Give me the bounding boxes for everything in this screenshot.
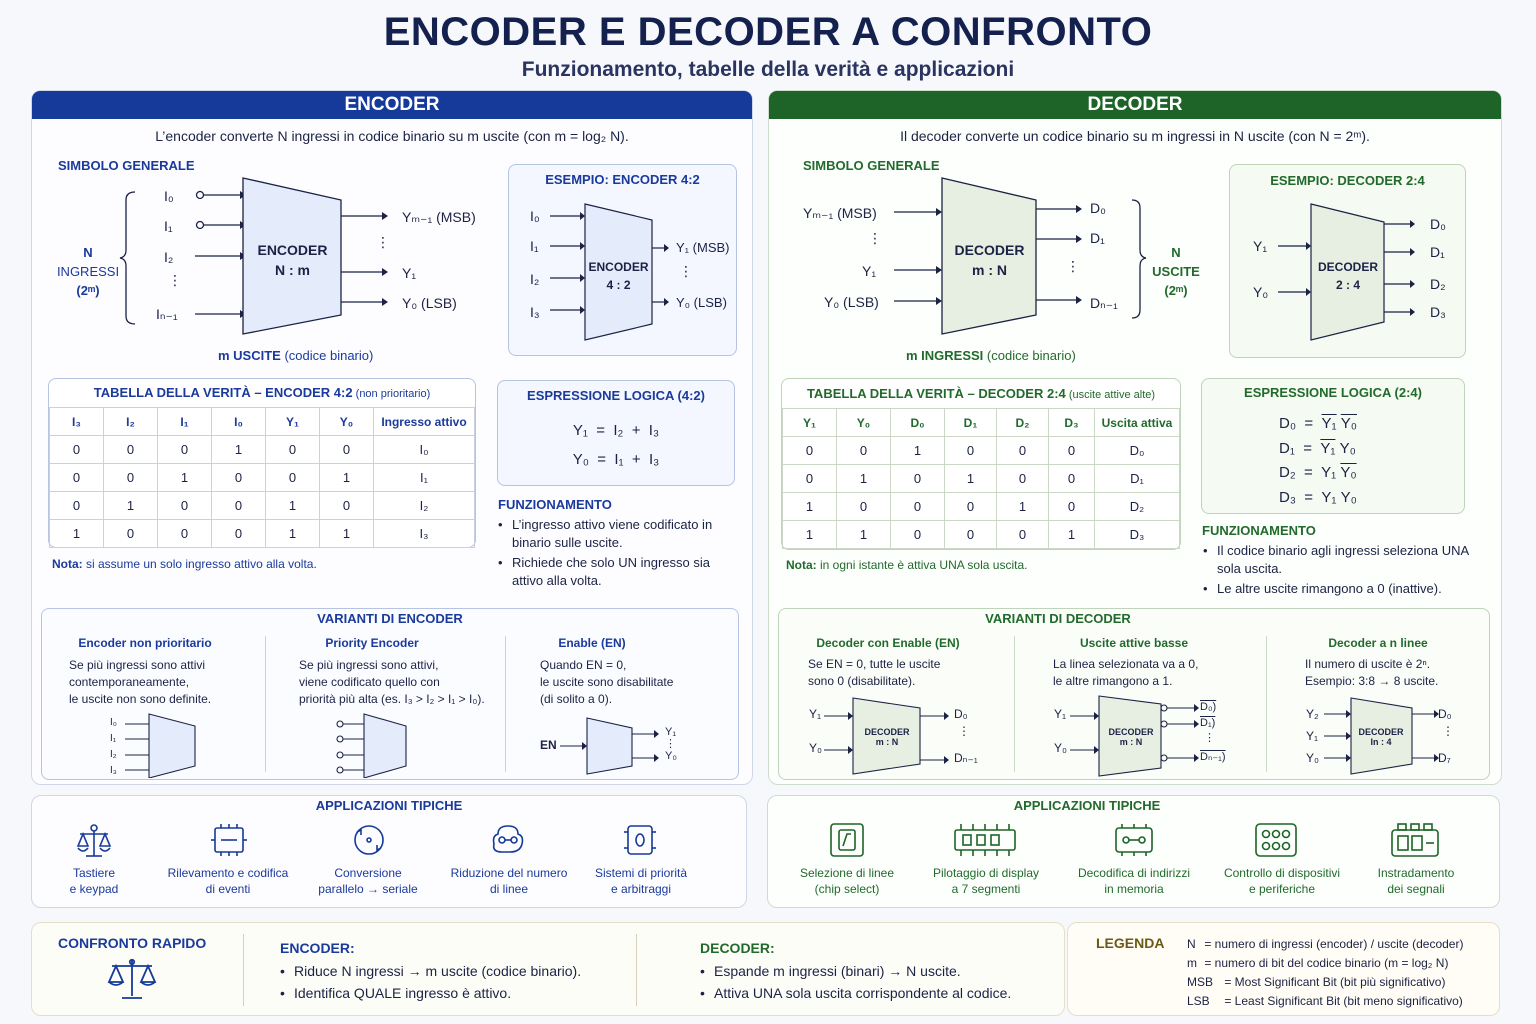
memory-icon [1112, 822, 1156, 863]
legend-row: N = numero di ingressi (encoder) / uscite (decoder) [1187, 937, 1464, 951]
legend-row: MSB = Most Significant Bit (bit più significativo) [1187, 975, 1446, 989]
encoder-expression-y1: Y₁ = I₂ + I₃ [572, 422, 660, 439]
table-cell: I₀ [374, 436, 475, 464]
encoder-app-label: Riduzione del numero di linee [450, 866, 568, 896]
table-cell: 0 [320, 436, 374, 464]
table-cell: 1 [1049, 521, 1095, 549]
decoder-variant-text: Se EN = 0, tutte le uscite sono 0 (disabilitate). [808, 657, 941, 688]
encoder-example-block: ENCODER 4 : 2 [588, 260, 649, 292]
decoder-output-d1: D₁ [1090, 230, 1105, 246]
table-header: D₀ [891, 409, 945, 437]
encoder-variant-title: Priority Encoder [325, 636, 419, 650]
table-cell: 0 [320, 492, 374, 520]
table-header: I₃ [50, 408, 104, 436]
table-row [783, 493, 1180, 521]
table-cell: 1 [158, 464, 212, 492]
compare-encoder-title: ENCODER: [280, 940, 355, 956]
table-header-row [50, 408, 475, 436]
decoder-input-y1: Y₁ [862, 263, 877, 279]
table-cell: 1 [266, 520, 320, 548]
table-header: Y₁ [783, 409, 837, 437]
encoder-variant-text: Se più ingressi sono attivi contemporaneamente, le uscite non sono definite. [69, 658, 212, 706]
encoder-input-i1: I₁ [164, 218, 173, 234]
decoder-example-output-d0: D₀ [1430, 216, 1446, 232]
decoder-input-msb: Yₘ₋₁ (MSB) [803, 205, 877, 221]
decoder-v2-output: ⋮ [1204, 732, 1215, 744]
encoder-input-dots: ⋮ [168, 272, 182, 288]
expression-d3: D₃ = Y₁ Y₀ [1279, 488, 1357, 506]
table-cell: 0 [104, 436, 158, 464]
decoder-app-label: Pilotaggio di display a 7 segmenti [932, 866, 1040, 896]
decoder-input-lsb: Y₀ (LSB) [824, 294, 879, 310]
table-cell: 0 [104, 520, 158, 548]
page-title: ENCODER E DECODER A CONFRONTO [383, 10, 1153, 54]
compare-decoder-title: DECODER: [700, 940, 775, 956]
table-cell: 0 [783, 437, 837, 465]
expression-d1: D₁ = Y₁ Y₀ [1279, 439, 1356, 457]
table-header: I₁ [158, 408, 212, 436]
table-cell: 1 [266, 492, 320, 520]
network-icon [488, 822, 528, 863]
encoder-inputs-label: N INGRESSI (2ᵐ) [56, 245, 120, 298]
table-cell: 0 [158, 492, 212, 520]
decoder-v2-output: D₁) [1200, 717, 1216, 729]
table-row [783, 465, 1180, 493]
table-cell: 0 [158, 436, 212, 464]
table-cell: 1 [837, 521, 891, 549]
table-cell: 1 [104, 492, 158, 520]
decoder-note: Nota: in ogni istante è attiva UNA sola uscita. [786, 558, 1028, 572]
decoder-variant-title: Decoder con Enable (EN) [816, 636, 960, 650]
table-cell: D₃ [1095, 521, 1180, 549]
divider [505, 636, 506, 772]
page-subtitle: Funzionamento, tabelle della verità e applicazioni [521, 58, 1015, 81]
decoder-v2-input: Y₁ [1054, 707, 1067, 721]
encoder-variants-title: VARIANTI DI ENCODER [317, 611, 463, 626]
decoder-expression-title: ESPRESSIONE LOGICA (2:4) [1244, 385, 1422, 400]
encoder-variant-text: Quando EN = 0, le uscite sono disabilitate (di solito a 0). [540, 658, 674, 706]
table-cell: 0 [891, 493, 945, 521]
table-cell: 1 [320, 464, 374, 492]
conversion-icon [349, 822, 389, 863]
table-cell: 0 [945, 437, 997, 465]
table-cell: 0 [997, 521, 1049, 549]
encoder-header: ENCODER [32, 91, 752, 119]
devices-icon [1254, 822, 1298, 863]
decoder-truth-table-title: TABELLA DELLA VERITÀ – DECODER 2:4 (uscite attive alte) [806, 386, 1156, 401]
decoder-example-block: DECODER 2 : 4 [1317, 260, 1378, 292]
chip-select-icon [827, 822, 867, 863]
table-header: Y₀ [837, 409, 891, 437]
encoder-outputs-caption: m USCITE (codice binario) [218, 348, 374, 363]
decoder-v2-input: Y₀ [1054, 741, 1067, 755]
table-cell: 0 [50, 492, 104, 520]
decoder-func-title: FUNZIONAMENTO [1202, 523, 1316, 538]
table-cell: 0 [945, 493, 997, 521]
decoder-variant-text: Il numero di uscite è 2ⁿ. Esempio: 3:8 → 8 uscite. [1305, 657, 1439, 688]
table-cell: 1 [212, 436, 266, 464]
table-cell: 0 [212, 520, 266, 548]
encoder-app-label: Tastiere e keypad [69, 866, 119, 896]
decoder-intro: Il decoder converte un codice binario su m ingressi in N uscite (con N = 2ᵐ). [900, 128, 1370, 144]
encoder-example-title: ESEMPIO: ENCODER 4:2 [545, 172, 700, 187]
decoder-example-output-d2: D₂ [1430, 276, 1446, 292]
list-item: • Espande m ingressi (binari) → N uscite. [700, 961, 1011, 981]
decoder-v2-output: Dₙ₋₁) [1200, 751, 1226, 763]
decoder-v3-input: Y₁ [1306, 729, 1319, 743]
decoder-variant-title: Uscite attive basse [1079, 636, 1189, 650]
compare-decoder-list [700, 961, 1011, 1005]
decoder-v3-input: Y₂ [1306, 707, 1319, 721]
table-cell: 0 [837, 493, 891, 521]
table-cell: D₂ [1095, 493, 1180, 521]
decoder-v1-block: DECODER m : N [864, 727, 910, 747]
legend-row: LSB = Least Significant Bit (bit meno significativo) [1187, 994, 1463, 1008]
enable-encoder-outputs: Y₁ ⋮ Y₀ [665, 726, 677, 762]
encoder-variant-title: Enable (EN) [558, 636, 626, 650]
routing-icon [1390, 822, 1440, 863]
decoder-v1-output: D₀ [954, 707, 968, 721]
priority-icon [620, 822, 660, 863]
decoder-expressions [1279, 412, 1357, 510]
table-cell: 1 [891, 437, 945, 465]
table-cell: I₃ [374, 520, 475, 548]
list-item: • Riduce N ingressi → m uscite (codice binario). [280, 961, 581, 981]
encoder-input-i2: I₂ [164, 249, 174, 265]
compare-title: CONFRONTO RAPIDO [58, 935, 207, 951]
divider [1014, 636, 1015, 772]
table-row [783, 521, 1180, 549]
table-cell: 0 [783, 465, 837, 493]
decoder-app-label: Selezione di linee (chip select) [799, 866, 895, 896]
table-cell: 0 [891, 465, 945, 493]
decoder-variants-title: VARIANTI DI DECODER [985, 611, 1131, 626]
decoder-v3-output: ⋮ [1442, 724, 1454, 738]
table-header: Y₁ [266, 408, 320, 436]
table-header: Uscita attiva [1095, 409, 1180, 437]
divider [265, 636, 266, 772]
encoder-example-input-i2: I₂ [530, 271, 540, 287]
encoder-nonpriority-inputs: I₀ I₁ I₂ I₃ [110, 717, 117, 776]
decoder-v1-output: Dₙ₋₁ [954, 751, 978, 765]
decoder-v3-block: DECODER In : 4 [1358, 727, 1404, 747]
table-header-row [783, 409, 1180, 437]
decoder-output-dots: ⋮ [1066, 258, 1080, 274]
encoder-output-y1: Y₁ [402, 265, 417, 281]
decoder-v1-output: ⋮ [958, 724, 970, 738]
encoder-app-label: Sistemi di priorità e arbitraggi [594, 866, 688, 896]
decoder-block-label: DECODER m : N [954, 242, 1025, 278]
table-cell: 0 [158, 520, 212, 548]
decoder-v1-input: Y₁ [809, 707, 822, 721]
decoder-header: DECODER [769, 91, 1501, 119]
encoder-output-dots: ⋮ [376, 234, 390, 250]
keyboard-icon [74, 822, 114, 863]
list-item: • Richiede che solo UN ingresso sia attivo alla volta. [498, 554, 728, 590]
encoder-apps-title: APPLICAZIONI TIPICHE [315, 798, 463, 813]
encoder-example-output-y0: Y₀ (LSB) [676, 295, 727, 310]
table-row [50, 464, 475, 492]
enable-label: EN [540, 738, 557, 752]
encoder-app-label: Rilevamento e codifica di eventi [167, 866, 289, 896]
table-cell: 0 [945, 521, 997, 549]
decoder-truth-table [782, 408, 1180, 549]
decoder-func-list [1203, 542, 1473, 600]
table-header: D₃ [1049, 409, 1095, 437]
decoder-example-input-y0: Y₀ [1253, 284, 1269, 300]
list-item: • Attiva UNA sola uscita corrispondente al codice. [700, 983, 1011, 1003]
table-cell: 1 [50, 520, 104, 548]
table-header: D₁ [945, 409, 997, 437]
decoder-app-label: Instradamento dei segnali [1377, 866, 1455, 896]
table-cell: 0 [1049, 493, 1095, 521]
table-cell: 0 [837, 437, 891, 465]
encoder-symbol-label: SIMBOLO GENERALE [58, 158, 195, 173]
encoder-variant-title: Encoder non prioritario [78, 636, 212, 650]
table-cell: 0 [104, 464, 158, 492]
encoder-example-input-i1: I₁ [530, 238, 539, 254]
legend-rows [1187, 935, 1463, 1011]
table-header: D₂ [997, 409, 1049, 437]
decoder-output-dn: Dₙ₋₁ [1090, 295, 1118, 311]
table-row [50, 436, 475, 464]
encoder-example-input-i3: I₃ [530, 304, 540, 320]
decoder-outputs-label: N USCITE (2ᵐ) [1152, 245, 1200, 298]
table-cell: 1 [997, 493, 1049, 521]
table-row [50, 492, 475, 520]
decoder-v3-output: D₀ [1438, 707, 1452, 721]
list-item: • Identifica QUALE ingresso è attivo. [280, 983, 581, 1003]
decoder-symbol-label: SIMBOLO GENERALE [803, 158, 940, 173]
seven-segment-icon [951, 822, 1019, 863]
expression-d2: D₂ = Y₁ Y₀ [1279, 464, 1357, 481]
decoder-v3-output: D₇ [1438, 751, 1451, 765]
encoder-variant-text: Se più ingressi sono attivi, viene codificato quello con priorità più alta (es. I₃ > I₂ > I₁ > I₀). [299, 658, 485, 706]
decoder-v1-input: Y₀ [809, 741, 822, 755]
encoder-example-output-dots: ⋮ [679, 263, 693, 279]
table-cell: 0 [997, 465, 1049, 493]
encoder-block-label: ENCODER N : m [257, 242, 328, 278]
decoder-variant-title: Decoder a n linee [1328, 636, 1428, 650]
table-cell: 1 [945, 465, 997, 493]
table-header: I₂ [104, 408, 158, 436]
table-cell: 0 [266, 436, 320, 464]
table-cell: D₁ [1095, 465, 1180, 493]
table-cell: I₂ [374, 492, 475, 520]
decoder-example-title: ESEMPIO: DECODER 2:4 [1270, 173, 1425, 188]
table-row [783, 437, 1180, 465]
decoder-app-label: Decodifica di indirizzi in memoria [1077, 866, 1191, 896]
balance-scale-icon [106, 956, 158, 1007]
divider [1266, 636, 1267, 772]
encoder-app-label: Conversione parallelo → seriale [318, 866, 418, 896]
decoder-example-output-d1: D₁ [1430, 244, 1445, 260]
table-header: Y₀ [320, 408, 374, 436]
table-cell: 1 [320, 520, 374, 548]
divider [243, 934, 244, 1006]
decoder-example-input-y1: Y₁ [1253, 238, 1268, 254]
encoder-nonpriority-diagram [105, 712, 205, 778]
table-header: Ingresso attivo [374, 408, 475, 436]
decoder-inputs-caption: m INGRESSI (codice binario) [906, 348, 1076, 363]
decoder-variant-text: La linea selezionata va a 0, le altre rimangono a 1. [1053, 657, 1199, 688]
encoder-expression-title: ESPRESSIONE LOGICA (4:2) [527, 388, 705, 403]
encoder-input-in: Iₙ₋₁ [156, 306, 178, 322]
encoder-output-msb: Yₘ₋₁ (MSB) [402, 209, 476, 225]
table-cell: 0 [212, 464, 266, 492]
divider [636, 934, 637, 1006]
legend-title: LEGENDA [1096, 935, 1165, 951]
list-item: • Le altre uscite rimangono a 0 (inattive). [1203, 580, 1473, 598]
encoder-func-list [498, 516, 728, 592]
table-cell: 1 [837, 465, 891, 493]
table-cell: 0 [50, 464, 104, 492]
encoder-truth-table-title: TABELLA DELLA VERITÀ – ENCODER 4:2 (non prioritario) [93, 385, 431, 400]
table-cell: 0 [997, 437, 1049, 465]
table-cell: 1 [783, 493, 837, 521]
list-item: • L’ingresso attivo viene codificato in binario sulle uscite. [498, 516, 728, 552]
encoder-output-lsb: Y₀ (LSB) [402, 295, 457, 311]
table-row [50, 520, 475, 548]
table-cell: 0 [1049, 465, 1095, 493]
table-cell: 0 [891, 521, 945, 549]
list-item: • Il codice binario agli ingressi seleziona UNA sola uscita. [1203, 542, 1473, 578]
priority-encoder-diagram [330, 712, 430, 778]
table-cell: 0 [212, 492, 266, 520]
encoder-example-input-i0: I₀ [530, 208, 540, 224]
encoder-input-i0: I₀ [164, 188, 174, 204]
encoder-intro: L’encoder converte N ingressi in codice binario su m uscite (con m = log₂ N). [155, 128, 629, 144]
table-cell: 1 [783, 521, 837, 549]
decoder-input-dots: ⋮ [868, 230, 882, 246]
decoder-output-d0: D₀ [1090, 200, 1106, 216]
table-cell: I₁ [374, 464, 475, 492]
table-cell: D₀ [1095, 437, 1180, 465]
table-cell: 0 [50, 436, 104, 464]
encoder-expression-y0: Y₀ = I₁ + I₃ [572, 451, 660, 468]
decoder-app-label: Controllo di dispositivi e periferiche [1223, 866, 1341, 896]
compare-encoder-list [280, 961, 581, 1005]
table-header: I₀ [212, 408, 266, 436]
expression-d0: D₀ = Y₁ Y₀ [1279, 415, 1357, 432]
encoder-note: Nota: si assume un solo ingresso attivo alla volta. [52, 557, 317, 571]
chip-icon [209, 822, 249, 863]
decoder-v3-input: Y₀ [1306, 751, 1319, 765]
encoder-truth-table [49, 407, 475, 548]
table-cell: 0 [1049, 437, 1095, 465]
decoder-example-output-d3: D₃ [1430, 304, 1446, 320]
table-cell: 0 [266, 464, 320, 492]
legend-row: m = numero di bit del codice binario (m = log₂ N) [1187, 956, 1449, 970]
encoder-example-output-y1: Y₁ (MSB) [676, 240, 730, 255]
decoder-apps-title: APPLICAZIONI TIPICHE [1013, 798, 1161, 813]
decoder-v2-block: DECODER m : N [1108, 727, 1154, 747]
decoder-v2-output: D₀) [1200, 701, 1217, 713]
encoder-func-title: FUNZIONAMENTO [498, 497, 612, 512]
